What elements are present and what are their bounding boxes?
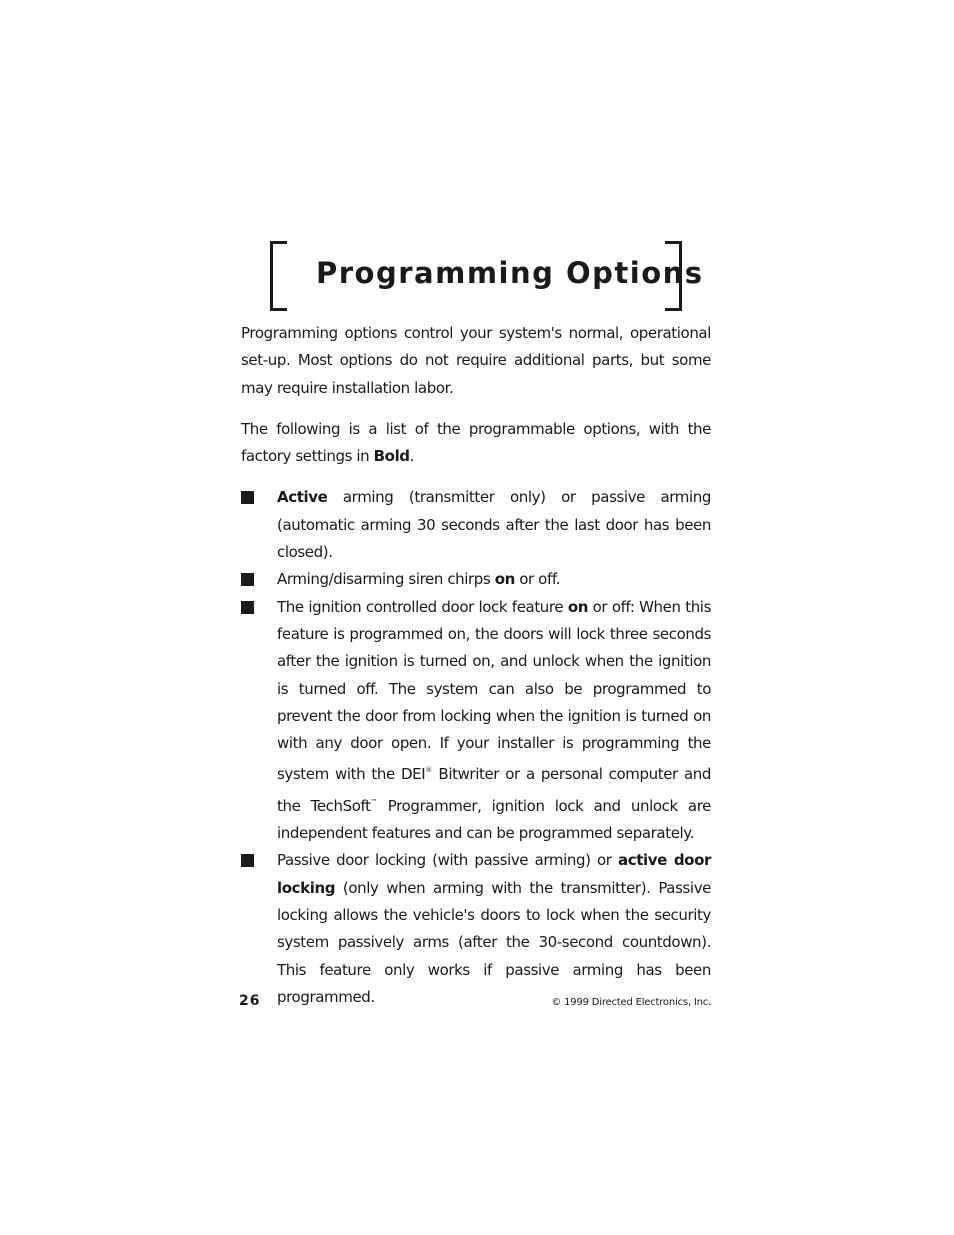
option-text-end: or off.: [514, 570, 561, 589]
list-intro-paragraph: [241, 416, 711, 471]
option-bold: Active: [277, 488, 328, 507]
title-block: [270, 241, 704, 309]
list-item: [241, 594, 711, 848]
left-bracket-decoration: [270, 241, 287, 311]
list-item: [241, 566, 711, 593]
square-bullet-icon: [241, 854, 254, 867]
page-title: Programming Options: [316, 256, 704, 290]
list-intro-text: The following is a list of the programmable options, with the factory settings in: [241, 419, 711, 466]
option-text-mid2: Bitwriter or a personal computer and the TechSoft: [277, 765, 711, 815]
square-bullet-icon: [241, 601, 254, 614]
options-list: [241, 484, 711, 1011]
option-bold: active door locking: [277, 851, 711, 897]
body-content: [241, 320, 711, 1011]
option-text: Arming/disarming siren chirps: [277, 570, 495, 589]
list-item: [241, 847, 711, 1011]
registered-mark: ®: [425, 766, 433, 775]
square-bullet-icon: [241, 491, 254, 504]
option-text-end: Programmer, ignition lock and unlock are independent features and can be programmed separately.: [277, 796, 711, 843]
list-intro-bold: Bold: [373, 447, 410, 466]
intro-paragraph: Programming options control your system's normal, operational set-up. Most options do not require additional parts, but some may require installation labor.: [241, 324, 711, 397]
square-bullet-icon: [241, 573, 254, 586]
trademark-mark: ™: [370, 797, 378, 806]
page-number: 26: [239, 993, 261, 1009]
right-bracket-decoration: [665, 241, 682, 311]
option-bold: on: [567, 597, 588, 616]
copyright-notice: © 1999 Directed Electronics, Inc.: [551, 997, 711, 1008]
option-text: Passive door locking (with passive arming) or: [277, 851, 619, 870]
option-text: arming (transmitter only) or passive arming (automatic arming 30 seconds after the last door has been closed).: [277, 488, 711, 562]
option-text-end: (only when arming with the transmitter). Passive locking allows the vehicle's doors to lock when the security system passively arms (after the 30-second countdown). This feature only works if passive arming has been programmed.: [277, 878, 711, 1006]
option-text-mid: or off: When this feature is programmed on, the doors will lock three seconds after the ignition is turned on, and unlock when the ignition is turned off. The system can also be programmed to prevent the door from locking when the ignition is turned on with any door open. If your installer is programming the system with the DEI: [277, 597, 711, 784]
option-bold: on: [494, 570, 515, 589]
list-item: [241, 484, 711, 566]
list-intro-end: .: [409, 447, 415, 466]
option-text: The ignition controlled door lock feature: [277, 597, 568, 616]
